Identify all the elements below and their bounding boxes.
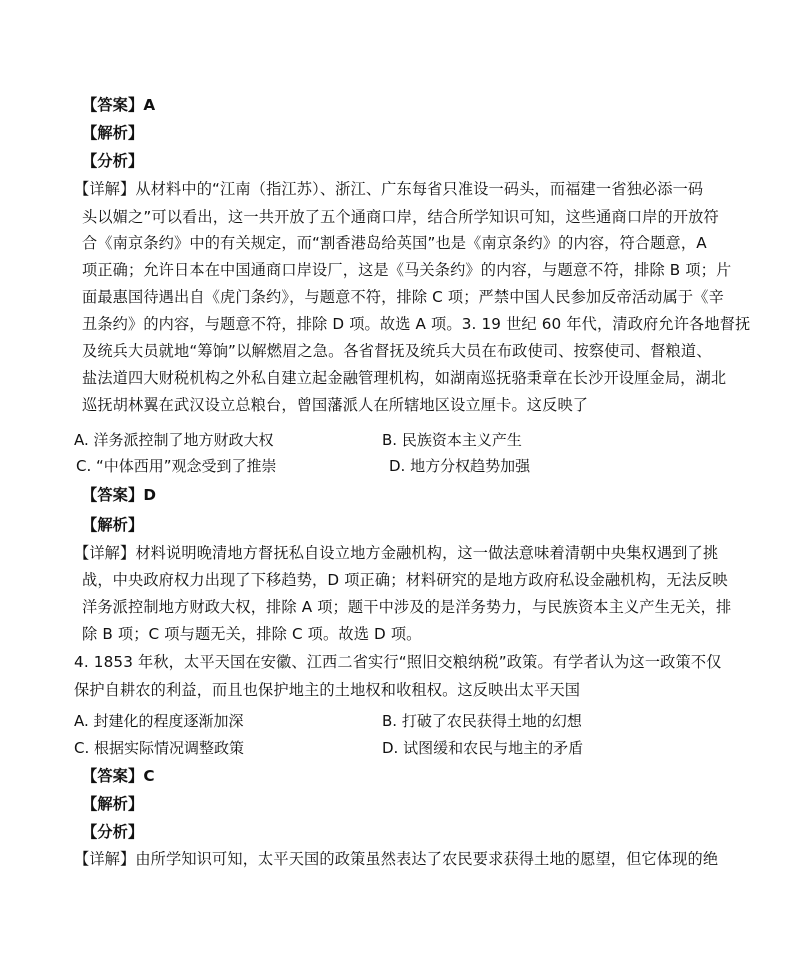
q4-stem-line: 保护自耕农的利益，而且也保护地主的土地权和收租权。这反映出太平天国	[74, 681, 581, 699]
q4-option-a: A. 封建化的程度逐渐加深	[74, 712, 244, 730]
detail-line: 及统兵大员就地“筹饷”以解燃眉之急。各省督抚及统兵大员在布政使司、按察使司、督粮道、	[82, 342, 712, 360]
q3-option-a: A. 洋务派控制了地方财政大权	[74, 431, 274, 449]
q3-analysis-label: 【解析】	[82, 516, 144, 534]
q4-detail-line: 【详解】由所学知识可知，太平天国的政策虽然表达了农民要求获得土地的愿望，但它体现的绝	[74, 850, 719, 868]
q4-stem-line: 4. 1853 年秋，太平天国在安徽、江西二省实行“照旧交粮纳税”政策。有学者认为这一政策不仅	[74, 653, 722, 671]
q3-answer: 【答案】D	[82, 486, 157, 504]
detail-line: 【详解】从材料中的“江南（指江苏）、浙江、广东每省只准设一码头，而福建一省独必添一码	[74, 180, 704, 198]
q3-detail-line: 除 B 项；C 项与题无关，排除 C 项。故选 D 项。	[82, 625, 422, 643]
detail-line: 合《南京条约》中的有关规定，而“割香港岛给英国”也是《南京条约》的内容，符合题意，A	[82, 234, 707, 252]
q3-option-d: D. 地方分权趋势加强	[389, 457, 531, 475]
q4-answer: 【答案】C	[82, 767, 155, 785]
q3-detail-line: 【详解】材料说明晚清地方督抚私自设立地方金融机构，这一做法意味着清朝中央集权遇到了挑	[74, 544, 719, 562]
detail-line: 丑条约》的内容，与题意不符，排除 D 项。故选 A 项。3. 19 世纪 60 年代，清政府允许各地督抚	[82, 315, 751, 333]
detail-line: 头以媚之”可以看出，这一共开放了五个通商口岸，结合所学知识可知，这些通商口岸的开放符	[82, 208, 719, 226]
q3-option-c: C. “中体西用”观念受到了推崇	[76, 457, 277, 475]
detail-line: 盐法道四大财税机构之外私自建立起金融管理机构，如湖南巡抚骆秉章在长沙开设厘金局，湖北	[82, 369, 727, 387]
detail-line: 项正确；允许日本在中国通商口岸设厂，这是《马关条约》的内容，与题意不符，排除 B 项；片	[82, 261, 732, 279]
q4-fenxi-label: 【分析】	[82, 823, 144, 841]
fenxi-label: 【分析】	[82, 152, 144, 170]
q4-option-b: B. 打破了农民获得土地的幻想	[382, 712, 582, 730]
answer-label: 【答案】A	[82, 96, 156, 114]
analysis-label: 【解析】	[82, 124, 144, 142]
q4-option-c: C. 根据实际情况调整政策	[74, 739, 245, 757]
q3-option-b: B. 民族资本主义产生	[382, 431, 522, 449]
q4-analysis-label: 【解析】	[82, 795, 144, 813]
detail-line: 面最惠国待遇出自《虎门条约》，与题意不符，排除 C 项；严禁中国人民参加反帝活动属于《辛	[82, 288, 724, 306]
q3-detail-line: 战，中央政府权力出现了下移趋势，D 项正确；材料研究的是地方政府私设金融机构，无法反映	[82, 571, 728, 589]
q4-option-d: D. 试图缓和农民与地主的矛盾	[382, 739, 584, 757]
detail-line: 巡抚胡林翼在武汉设立总粮台，曾国藩派人在所辖地区设立厘卡。这反映了	[82, 396, 589, 414]
q3-detail-line: 洋务派控制地方财政大权，排除 A 项；题干中涉及的是洋务势力，与民族资本主义产生无关，排	[82, 598, 732, 616]
